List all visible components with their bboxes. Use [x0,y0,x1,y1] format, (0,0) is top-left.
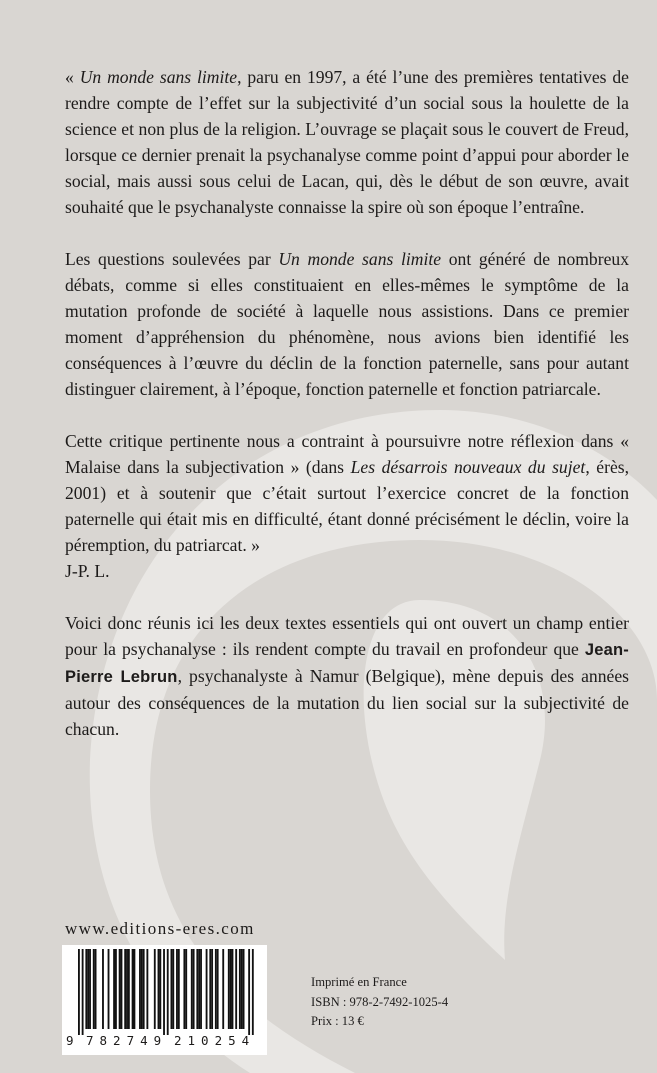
quote-open: « [65,67,80,87]
barcode-bar [196,949,198,1029]
barcode-bar [200,949,202,1029]
barcode-bar [183,949,185,1029]
barcode-bar [185,949,187,1029]
isbn-line: ISBN : 978-2-7492-1025-4 [311,994,449,1009]
barcode-bar [215,949,217,1029]
barcode-bar [102,949,104,1029]
publisher-website: www.editions-eres.com [65,919,255,938]
paragraph-1 [65,64,629,220]
book-title: Un monde sans limite [79,67,238,87]
barcode-bar [95,949,97,1029]
barcode-bar [124,949,126,1029]
isbn-barcode [62,945,267,1055]
book-title: Les désarrois nouveaux du sujet [350,457,586,477]
barcode-bar [230,949,232,1029]
barcode-bar [115,949,117,1029]
signature: J-P. L. [65,561,110,581]
barcode-bar [141,949,143,1029]
barcode-bar [217,949,219,1029]
barcode-bar [139,949,141,1029]
barcode-digits-left: 782749 [86,1033,168,1048]
barcode-bar [171,949,173,1029]
barcode-bar [143,949,145,1029]
paragraph-4 [65,610,629,742]
paragraph-3-text: , érès, 2001) et à soutenir que c’était surtout l’exercice concret de la fonction paternelle qui était mis en difficulté, étant donné précisément le déclin, voire la péremption, du patriarcat. » [65,457,630,555]
barcode-bar [85,949,87,1029]
barcode-bar [248,949,250,1035]
barcode-bar [178,949,180,1029]
barcode-bar [87,949,89,1029]
paragraph-2-intro: Les questions soulevées par [65,249,279,269]
barcode-bar [126,949,128,1029]
barcode-bar [158,949,160,1029]
barcode-digit-lead: 9 [66,1033,74,1048]
barcode-bar [228,949,230,1029]
barcode-bar [222,949,224,1029]
barcode-bar [193,949,195,1029]
barcode-bar [198,949,200,1029]
barcode-bar [132,949,134,1029]
barcode-digits-right: 210254 [174,1033,256,1048]
paragraph-3-intro: Cette critique pertinente nous a contraint à poursuivre notre réflexion dans « Malaise dans la subjectivation » (dans [65,431,629,477]
paragraph-2-text: ont généré de nombreux débats, comme si elles constituaient en elles-mêmes le symptôme de la mutation profonde de société à laquelle nous assistions. Dans ce premier moment d’appréhension du phénomène, nous avions bien identifié les conséquences à l’œuvre du déclin de la fonction paternelle, sans pour autant distinguer clairement, à l’époque, fonction paternelle et fonction patriarcale. [65,249,629,399]
barcode-bar [235,949,237,1029]
paragraph-2 [65,246,629,402]
barcode-bar [134,949,136,1029]
barcode-bar [154,949,156,1029]
barcode-bars [62,945,267,1035]
barcode-bar [108,949,110,1029]
barcode-bar [243,949,245,1029]
paragraph-1-text: , paru en 1997, a été l’une des premières tentatives de rendre compte de l’effet sur la subjectivité d’un social sous la houlette de la science et non plus de la religion. L’ouvrage se plaçait sous le couvert de Freud, lorsque ce dernier prenait la psychanalyse comme point d’appui pour aborder le social, mais aussi sous celui de Lacan, qui, dès le début de son œuvre, avait souhaité que le psychanalyste connaisse la spire où son époque l’entraîne. [65,67,629,217]
barcode-bar [113,949,115,1029]
printed-in: Imprimé en France [311,975,407,989]
barcode-bar [146,949,148,1029]
barcode-bar [172,949,174,1029]
paragraph-3 [65,428,629,558]
barcode-bar [159,949,161,1029]
barcode-bar [93,949,95,1029]
barcode-bar [191,949,193,1029]
barcode-bar [163,949,165,1035]
barcode-bar [89,949,91,1029]
barcode-bar [128,949,130,1029]
barcode-bar [206,949,208,1029]
barcode-bar [209,949,211,1029]
paragraph-4-intro: Voici donc réunis ici les deux textes essentiels qui ont ouvert un champ entier pour la psychanalyse : ils rendent compte du travail en profondeur que [65,613,629,659]
barcode-bar [176,949,178,1029]
barcode-bar [252,949,254,1035]
barcode-bar [167,949,169,1035]
blurb-text [65,64,629,742]
author-name: Jean-Pierre Lebrun [65,641,629,686]
barcode-bar [232,949,234,1029]
barcode-bar [239,949,241,1029]
book-title: Un monde sans limite [278,249,442,269]
price-line: Prix : 13 € [311,1014,364,1028]
barcode-bar [121,949,123,1029]
barcode-bar [119,949,121,1029]
barcode-digits [62,1033,267,1053]
paragraph-4-text: , psychanalyste à Namur (Belgique), mène depuis des années autour des conséquences de la mutation du lien social sur la subjectivité de chacun. [65,666,629,739]
barcode-bar [78,949,80,1035]
publication-info [311,973,448,1032]
barcode-bar [211,949,213,1029]
barcode-bar [82,949,84,1035]
barcode-bar [241,949,243,1029]
